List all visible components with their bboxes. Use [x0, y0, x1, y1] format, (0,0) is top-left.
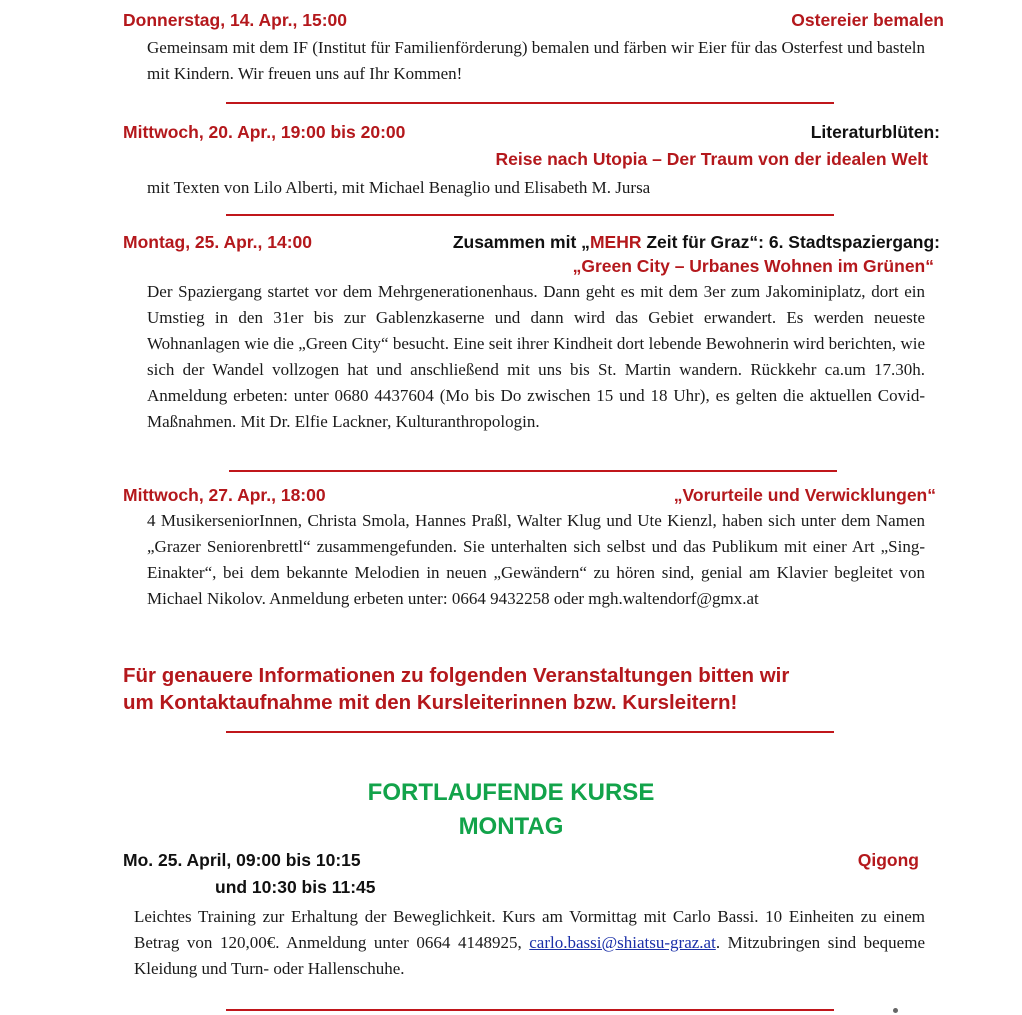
- divider: [226, 1009, 834, 1011]
- page-dot-icon: [893, 1008, 898, 1013]
- event-subtitle: „Green City – Urbanes Wohnen im Grünen“: [572, 256, 934, 276]
- notice-line-2: um Kontaktaufnahme mit den Kursleiterinnen bzw. Kursleitern!: [123, 691, 738, 714]
- event-title: Literaturblüten:: [810, 122, 940, 142]
- event-title-suffix: Zeit für Graz“: 6. Stadtspaziergang:: [641, 232, 940, 252]
- event-title-highlight: MEHR: [589, 232, 642, 252]
- divider: [229, 470, 837, 472]
- section-day: MONTAG: [458, 813, 564, 840]
- event-date: Mittwoch, 27. Apr., 18:00: [123, 485, 326, 505]
- divider: [226, 731, 834, 733]
- event-date: Mittwoch, 20. Apr., 19:00 bis 20:00: [123, 122, 406, 142]
- course-description: [134, 904, 925, 982]
- event-title: [453, 231, 940, 253]
- event-title: Ostereier bemalen: [791, 10, 944, 30]
- course-email-link[interactable]: carlo.bassi@shiatsu-graz.at: [529, 933, 716, 952]
- course-time-2: und 10:30 bis 11:45: [215, 877, 376, 897]
- section-title: FORTLAUFENDE KURSE: [367, 779, 655, 806]
- event-description: Gemeinsam mit dem IF (Institut für Familienförderung) bemalen und färben wir Eier für das Osterfest und basteln mit Kindern. Wir freuen uns auf Ihr Kommen!: [147, 38, 926, 83]
- divider: [226, 214, 834, 216]
- course-text-before: Leichtes Training zur Erhaltung der Beweglichkeit. Kurs am Vormittag mit Carlo Bassi. 10 Einheiten zu einem Betrag von 120,00€. Anmeldung unter 0664 4148925,: [134, 907, 925, 952]
- course-title: Qigong: [857, 850, 919, 870]
- notice-line-1: Für genauere Informationen zu folgenden Veranstaltungen bitten wir: [123, 664, 790, 687]
- course-date: Mo. 25. April, 09:00 bis 10:15: [123, 850, 361, 870]
- divider: [226, 102, 834, 104]
- event-description: mit Texten von Lilo Alberti, mit Michael Benaglio und Elisabeth M. Jursa: [147, 178, 651, 197]
- event-date: Montag, 25. Apr., 14:00: [123, 232, 312, 252]
- event-description: Der Spaziergang startet vor dem Mehrgenerationenhaus. Dann geht es mit dem 3er zum Jakominiplatz, dort ein Umstieg in den 31er bis zur Gablenzkaserne und dann wird das Gebiet erwandert. Es werden neueste Wohnanlagen wie die „Green City“ besucht. Eine seit ihrer Kindheit dort lebende Bewohnerin wird berichten, wie sich der Wandel vollzogen hat und anschließend mit uns bis St. Martin wandern. Rückkehr ca.um 17.30h. Anmeldung erbeten: unter 0680 4437604 (Mo bis Do zwischen 15 und 18 Uhr), es gelten die aktuellen Covid-Maßnahmen. Mit Dr. Elfie Lackner, Kulturanthropologin.: [147, 282, 925, 431]
- event-description: 4 MusikerseniorInnen, Christa Smola, Hannes Praßl, Walter Klug und Ute Kienzl, haben sich unter dem Namen „Grazer Seniorenbrettl“ zusammengefunden. Sie unterhalten sich selbst und das Publikum mit einer Art „Sing-Einakter“, bei dem bekannte Melodien in neuen „Gewändern“ zu hören sind, genial am Klavier begleitet von Michael Nikolov. Anmeldung erbeten unter: 0664 9432258 oder mgh.waltendorf@gmx.at: [147, 511, 925, 608]
- event-subtitle: Reise nach Utopia – Der Traum von der idealen Welt: [495, 149, 928, 169]
- event-title-prefix: Zusammen mit „: [452, 232, 590, 252]
- event-date: Donnerstag, 14. Apr., 15:00: [123, 10, 348, 30]
- event-title: „Vorurteile und Verwicklungen“: [673, 485, 936, 505]
- course-text-after: . Mitzubringen sind bequeme Kleidung und Turn- oder Hallenschuhe.: [134, 933, 925, 978]
